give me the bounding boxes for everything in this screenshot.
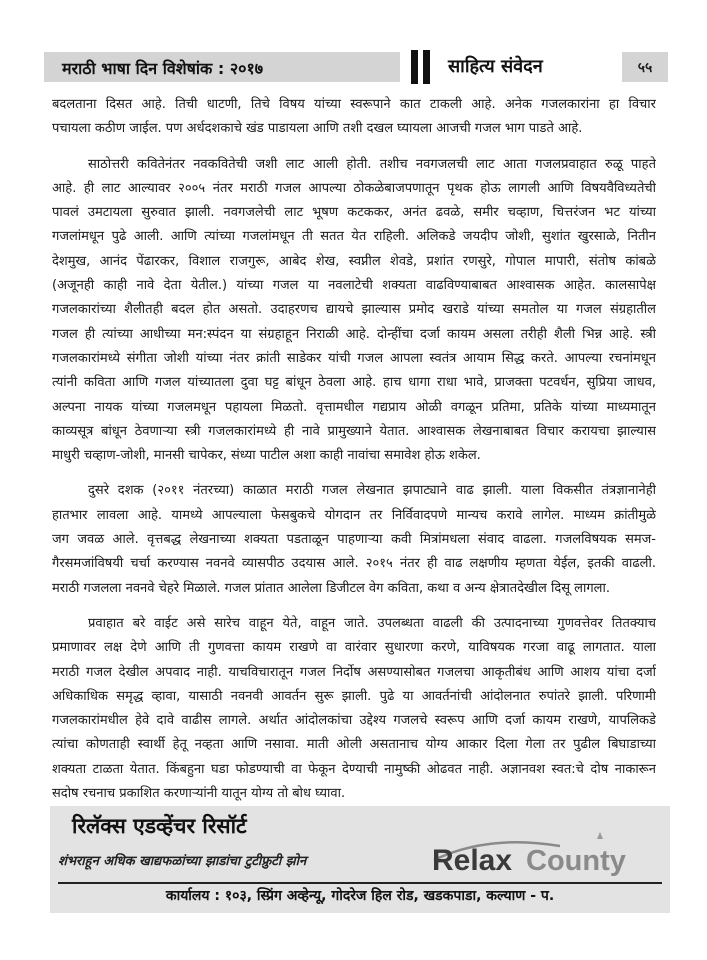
text-line: जग जवळ आले. वृत्तबद्ध लेखनाच्या शक्यता पडताळून पाहणाऱ्या कवी मित्रांमधला संवाद वाढला. गजलविषयक समज-: [52, 532, 656, 548]
text-line: मराठी गजल देखील अपवाद नाही. याचविचारातून गजल निर्दोष असण्यासोबत गजलचा आकृतीबंध आणि आशय यांचा दर्जा: [52, 664, 656, 680]
paragraph: [52, 612, 656, 806]
issue-title-band: [44, 52, 400, 82]
magazine-title: साहित्य संवेदन: [448, 56, 543, 77]
text-line: गजलकारांमधील हेवे दावे वाढीस लागले. अर्थात आंदोलकांचा उद्देश्य गजलचे स्वरूप आणि दर्जा कायम राखणे, यापलिकडे: [52, 713, 656, 729]
advertisement: [50, 806, 670, 913]
header-divider-bars: [411, 50, 433, 84]
text-line: दुसरे दशक (२०११ नंतरच्या) काळात मराठी गजल लेखनात झपाट्याने वाढ झाली. याला विकसीत तंत्रज्ञानानेही: [88, 483, 656, 499]
text-line: आहे. ही लाट आल्यावर २००५ नंतर मराठी गजल आपल्या ठोकळेबाजपणातून पृथक होऊ लागली आणि विषयवैविध्यतेची: [52, 180, 656, 196]
text-line: पचायला कठीण जाईल. पण अर्धदशकाचे खंड पाडायला आणि तशी दखल घ्यायला आजची गजल भाग पाडते आहे.: [52, 121, 583, 137]
divider-bar: [423, 50, 430, 84]
text-line: गजलकारांमध्ये संगीता जोशी यांच्या नंतर क्रांती साडेकर यांची गजल आपला स्वतंत्र आयाम सिद्ध करते. आपल्या रचनांमधून: [52, 350, 656, 366]
page-number-box: [622, 52, 668, 82]
text-line: पावलं उमटायला सुरुवात झाली. नवगजलेची लाट भूषण कटककर, अनंत ढवळे, समीर चव्हाण, चित्तरंजन भट यांच्या: [52, 205, 656, 221]
paragraph: [52, 153, 656, 469]
logo-word-county: County: [526, 845, 626, 876]
ad-divider: [58, 882, 662, 884]
text-line: गैरसमजांविषयी चर्चा करण्यास नवनवे व्यासपीठ उदयास आले. २०१५ नंतर ही वाढ लक्षणीय म्हणता येईल, इतकी वाढली.: [52, 556, 656, 572]
text-line: गजलकारांच्या शैलीतही बदल होत असतो. उदाहरणच द्यायचे झाल्यास प्रमोद खराडे यांच्या समतोल या गजल संग्रहातील: [52, 302, 656, 318]
text-line: मराठी गजलला नवनवे चेहरे मिळाले. गजल प्रांतात आलेला डिजीटल वेग कविता, कथा व अन्य क्षेत्रातदेखील दिसू लागला.: [52, 580, 610, 596]
page-header: [44, 50, 668, 84]
text-line: बदलताना दिसत आहे. तिची धाटणी, तिचे विषय यांच्या स्वरूपाने कात टाकली आहे. अनेक गजलकारांना हा विचार: [52, 97, 656, 112]
text-line: काव्यसूत्र बांधून ठेवणाऱ्या स्त्री गजलकारांमध्ये ही नावे प्रामुख्याने येतात. आश्वासक लेखनाबाबत विचार करायचा झाल्यास: [52, 423, 656, 439]
text-line: त्यांचा कोणताही स्वार्थी हेतू नव्हता आणि नसावा. माती ओली असतानाच योग्य आकार दिला गेला तर पुढील बिघाडाच्या: [52, 737, 656, 753]
text-line: साठोत्तरी कवितेनंतर नवकवितेची जशी लाट आली होती. तशीच नवगजलची लाट आता गजलप्रवाहात रुळू पाहते: [88, 156, 656, 172]
divider-bar: [411, 50, 418, 84]
text-line: माधुरी चव्हाण-जोशी, मानसी चापेकर, संध्या पाटील अशा काही नावांचा समावेश होऊ शकेल.: [52, 448, 481, 464]
paragraph: [52, 93, 656, 142]
ad-tagline: शंभराहून अधिक खाद्यफळांच्या झाडांचा टुटीफ्रुटी झोन: [58, 854, 307, 869]
logo-leaf-icon: [597, 832, 603, 839]
text-line: प्रवाहात बरे वाईट असे सारेच वाहून येते, वाहून जाते. उपलब्धता वाढली की उत्पादनाच्या गुणवत्तेवर तितक्याच: [88, 615, 656, 631]
text-line: अल्पना नायक यांच्या गजलमधून पहायला मिळतो. वृत्तामधील गद्यप्राय ओळी वगळून प्रतिमा, प्रतिके यांच्या माध्यमातून: [52, 399, 656, 415]
text-line: गजल ही त्यांच्या आधीच्या मन:स्पंदन या संग्रहाहून निराळी आहे. दोन्हींचा दर्जा कायम असला तरीही शैली भिन्न आहे. स्त्री: [52, 326, 656, 342]
text-line: देशमुख, आनंद पेंढारकर, विशाल राजगुरू, आबेद शेख, स्वप्नील शेवडे, प्रशांत रणसुरे, गोपाल मापारी, संतोष कांबळे: [52, 253, 656, 269]
logo-word-relax: Relax: [432, 844, 513, 876]
page-number: ५५: [637, 60, 653, 76]
text-line: (अजूनही काही नावे देता येतील.) यांच्या गजल या नवलाटेची शक्यता वाढविण्याबाबत आश्वासक आहेत. कालसापेक्ष: [52, 278, 656, 294]
text-line: गजलांमधून पुढे आली. आणि त्यांच्या गजलांमधून ती सतत येत राहिली. अलिकडे जयदीप जोशी, सुशांत खुरसाळे, नितीन: [52, 229, 656, 245]
text-line: शक्यता टाळता येतात. किंबहुना घडा फोडण्याची वा फेकून देण्याची नामुष्की ओढवत नाही. अज्ञानवश स्वत:चे दोष नाकारून: [52, 761, 656, 777]
ad-title: रिलॅक्स एडव्हेंचर रिसॉर्ट: [72, 814, 247, 838]
text-line: सदोष रचनाच प्रकाशित करणाऱ्यांनी यातून योग्य तो बोध घ्यावा.: [52, 786, 346, 802]
paragraph: [52, 479, 656, 600]
issue-title: मराठी भाषा दिन विशेषांक : २०१७: [62, 59, 264, 78]
text-line: हातभार लावला आहे. यामध्ये आपल्याला फेसबुकचे योगदान तर निर्विवादपणे मान्यच करावे लागेल. माध्यम क्रांतीमुळे: [52, 507, 656, 523]
text-line: प्रमाणावर लक्ष देणे आणि ती गुणवत्ता कायम राखणे वा वारंवार सुधारणा करणे, याविषयक गरजा वाढू लागतात. याला: [52, 640, 656, 656]
relax-county-logo: [428, 830, 650, 876]
ad-address: कार्यालय : १०३, स्प्रिंग अव्हेन्यू, गोदरेज हिल रोड, खडकपाडा, कल्याण - प.: [165, 888, 555, 904]
text-line: अधिकाधिक समृद्ध व्हावा, यासाठी नवनवी आवर्तन सुरू झाली. पुढे या आवर्तनांची आंदोलनात रुपांतरे झाली. परिणामी: [52, 688, 656, 704]
text-line: त्यांनी कविता आणि गजल यांच्यातला दुवा घट्ट बांधून ठेवला आहे. हाच धागा राधा भावे, प्राजक्ता पटवर्धन, सुप्रिया जाधव,: [52, 375, 656, 391]
article-body: [52, 93, 656, 817]
